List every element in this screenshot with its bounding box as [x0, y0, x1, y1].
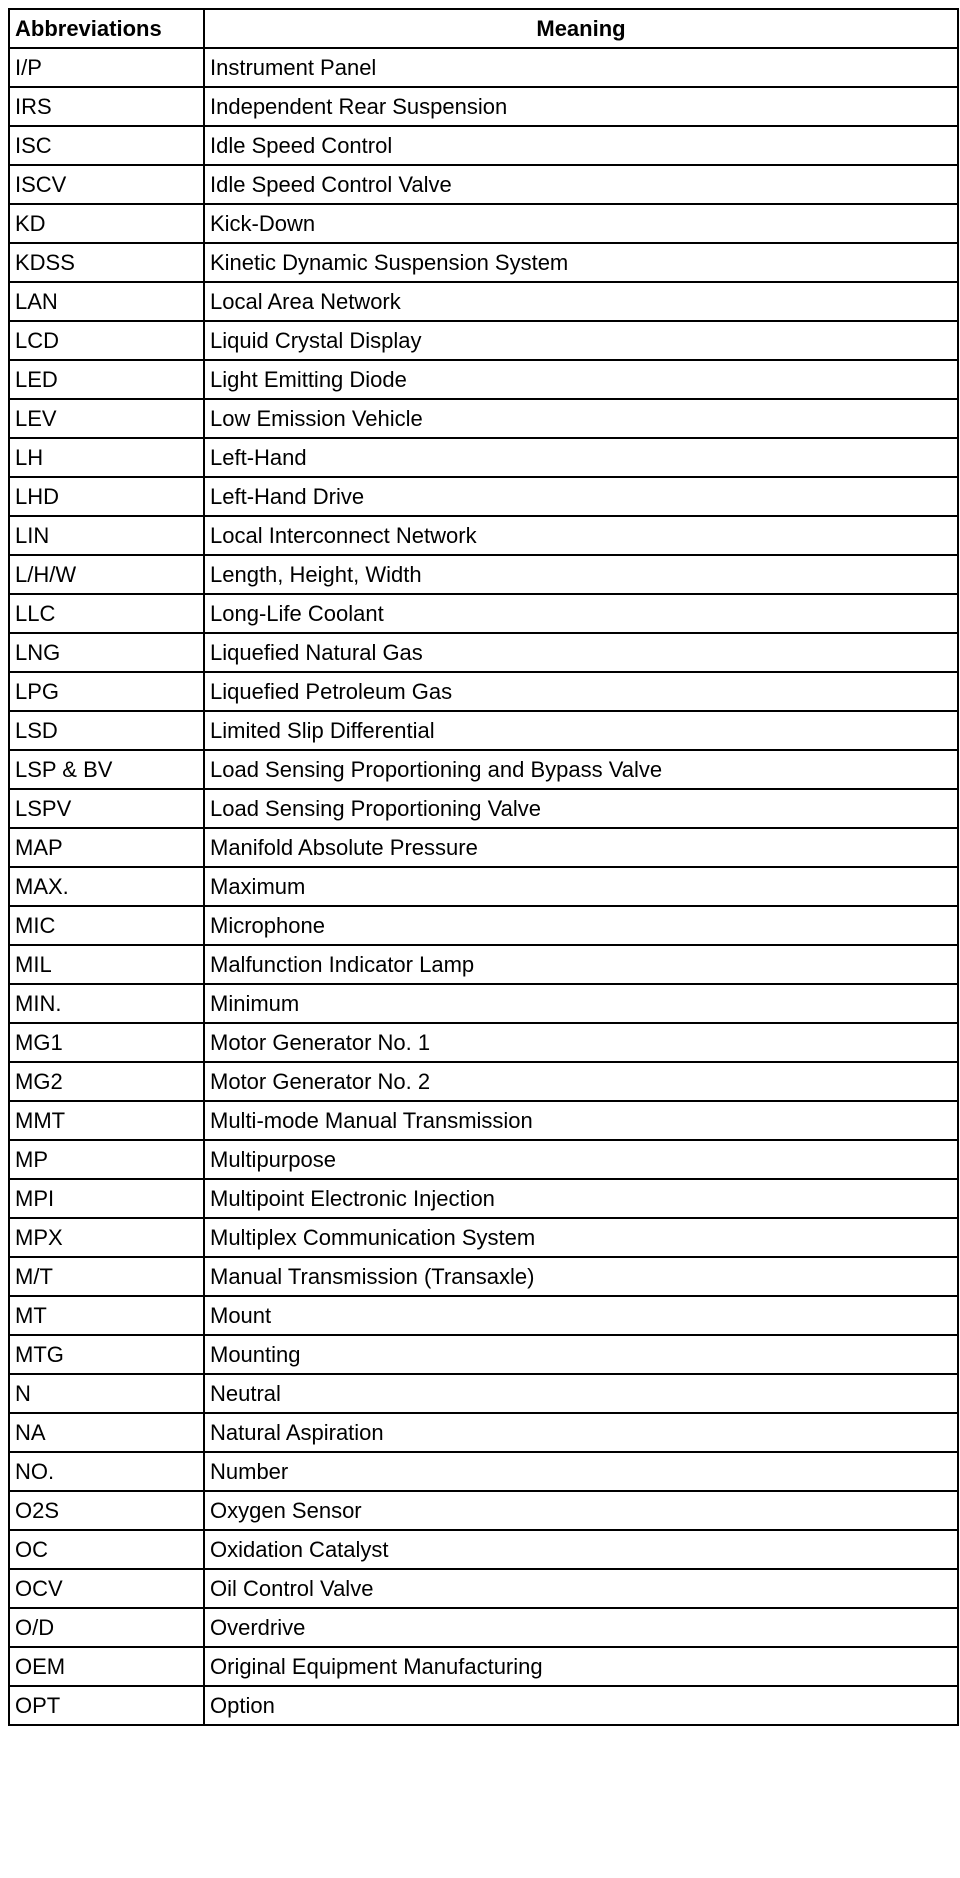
abbreviation-cell: O2S: [9, 1491, 204, 1530]
table-row: [9, 1101, 958, 1140]
table-row: [9, 321, 958, 360]
meaning-cell: Low Emission Vehicle: [204, 399, 958, 438]
abbreviation-cell: MPI: [9, 1179, 204, 1218]
meaning-cell: Maximum: [204, 867, 958, 906]
meaning-cell: Left-Hand Drive: [204, 477, 958, 516]
table-row: [9, 1062, 958, 1101]
meaning-cell: Multipoint Electronic Injection: [204, 1179, 958, 1218]
table-row: [9, 360, 958, 399]
table-row: [9, 438, 958, 477]
meaning-cell: Manifold Absolute Pressure: [204, 828, 958, 867]
abbreviation-cell: OC: [9, 1530, 204, 1569]
table-body: [9, 48, 958, 1725]
meaning-cell: Neutral: [204, 1374, 958, 1413]
table-row: [9, 906, 958, 945]
meaning-cell: Oxidation Catalyst: [204, 1530, 958, 1569]
meaning-cell: Kick-Down: [204, 204, 958, 243]
table-row: [9, 633, 958, 672]
abbreviation-cell: LEV: [9, 399, 204, 438]
table-row: [9, 1296, 958, 1335]
header-meaning: Meaning: [204, 9, 958, 48]
meaning-cell: Number: [204, 1452, 958, 1491]
meaning-cell: Motor Generator No. 1: [204, 1023, 958, 1062]
table-row: [9, 1608, 958, 1647]
abbreviation-cell: NO.: [9, 1452, 204, 1491]
header-row: [9, 9, 958, 48]
table-row: [9, 945, 958, 984]
abbreviation-cell: MAP: [9, 828, 204, 867]
meaning-cell: Load Sensing Proportioning Valve: [204, 789, 958, 828]
abbreviation-cell: LED: [9, 360, 204, 399]
table-row: [9, 204, 958, 243]
meaning-cell: Local Area Network: [204, 282, 958, 321]
table-row: [9, 672, 958, 711]
abbreviation-cell: MTG: [9, 1335, 204, 1374]
table-row: [9, 87, 958, 126]
table-row: [9, 1569, 958, 1608]
meaning-cell: Left-Hand: [204, 438, 958, 477]
abbreviation-cell: MT: [9, 1296, 204, 1335]
header-abbreviations: Abbreviations: [9, 9, 204, 48]
table-row: [9, 867, 958, 906]
table-row: [9, 243, 958, 282]
table-row: [9, 1023, 958, 1062]
abbreviation-cell: L/H/W: [9, 555, 204, 594]
abbreviation-cell: LNG: [9, 633, 204, 672]
meaning-cell: Limited Slip Differential: [204, 711, 958, 750]
abbreviation-cell: MIL: [9, 945, 204, 984]
table-row: [9, 1218, 958, 1257]
table-row: [9, 477, 958, 516]
table-row: [9, 282, 958, 321]
meaning-cell: Liquid Crystal Display: [204, 321, 958, 360]
abbreviation-cell: I/P: [9, 48, 204, 87]
table-row: [9, 594, 958, 633]
abbreviation-cell: LPG: [9, 672, 204, 711]
meaning-cell: Kinetic Dynamic Suspension System: [204, 243, 958, 282]
abbreviation-cell: OPT: [9, 1686, 204, 1725]
meaning-cell: Overdrive: [204, 1608, 958, 1647]
meaning-cell: Minimum: [204, 984, 958, 1023]
meaning-cell: Oxygen Sensor: [204, 1491, 958, 1530]
abbreviation-cell: MMT: [9, 1101, 204, 1140]
meaning-cell: Oil Control Valve: [204, 1569, 958, 1608]
meaning-cell: Idle Speed Control Valve: [204, 165, 958, 204]
table-row: [9, 126, 958, 165]
meaning-cell: Multi-mode Manual Transmission: [204, 1101, 958, 1140]
meaning-cell: Mount: [204, 1296, 958, 1335]
abbreviation-cell: MIC: [9, 906, 204, 945]
table-row: [9, 1335, 958, 1374]
abbreviation-cell: LSD: [9, 711, 204, 750]
abbreviation-cell: KDSS: [9, 243, 204, 282]
meaning-cell: Instrument Panel: [204, 48, 958, 87]
table-row: [9, 1140, 958, 1179]
abbreviation-cell: OCV: [9, 1569, 204, 1608]
abbreviation-cell: LLC: [9, 594, 204, 633]
table-row: [9, 1647, 958, 1686]
abbreviation-cell: O/D: [9, 1608, 204, 1647]
abbreviations-table: [8, 8, 959, 1726]
table-row: [9, 789, 958, 828]
meaning-cell: Long-Life Coolant: [204, 594, 958, 633]
table-row: [9, 1413, 958, 1452]
meaning-cell: Liquefied Petroleum Gas: [204, 672, 958, 711]
abbreviation-cell: MG2: [9, 1062, 204, 1101]
abbreviation-cell: ISC: [9, 126, 204, 165]
abbreviation-cell: OEM: [9, 1647, 204, 1686]
meaning-cell: Malfunction Indicator Lamp: [204, 945, 958, 984]
table-row: [9, 1257, 958, 1296]
meaning-cell: Motor Generator No. 2: [204, 1062, 958, 1101]
meaning-cell: Natural Aspiration: [204, 1413, 958, 1452]
abbreviation-cell: ISCV: [9, 165, 204, 204]
meaning-cell: Liquefied Natural Gas: [204, 633, 958, 672]
abbreviation-cell: MIN.: [9, 984, 204, 1023]
abbreviation-cell: KD: [9, 204, 204, 243]
table-row: [9, 1374, 958, 1413]
table-row: [9, 1686, 958, 1725]
meaning-cell: Length, Height, Width: [204, 555, 958, 594]
meaning-cell: Light Emitting Diode: [204, 360, 958, 399]
abbreviation-cell: LH: [9, 438, 204, 477]
abbreviation-cell: MP: [9, 1140, 204, 1179]
table-row: [9, 984, 958, 1023]
table-row: [9, 1530, 958, 1569]
table-row: [9, 750, 958, 789]
meaning-cell: Multipurpose: [204, 1140, 958, 1179]
table-row: [9, 711, 958, 750]
abbreviation-cell: LAN: [9, 282, 204, 321]
meaning-cell: Manual Transmission (Transaxle): [204, 1257, 958, 1296]
table-header: [9, 9, 958, 48]
table-row: [9, 516, 958, 555]
table-row: [9, 555, 958, 594]
abbreviation-cell: IRS: [9, 87, 204, 126]
abbreviation-cell: N: [9, 1374, 204, 1413]
abbreviation-cell: LSP & BV: [9, 750, 204, 789]
table-row: [9, 48, 958, 87]
table-row: [9, 828, 958, 867]
table-row: [9, 1491, 958, 1530]
meaning-cell: Independent Rear Suspension: [204, 87, 958, 126]
table-row: [9, 1452, 958, 1491]
meaning-cell: Microphone: [204, 906, 958, 945]
abbreviation-cell: LCD: [9, 321, 204, 360]
table-row: [9, 1179, 958, 1218]
table-row: [9, 165, 958, 204]
meaning-cell: Mounting: [204, 1335, 958, 1374]
meaning-cell: Idle Speed Control: [204, 126, 958, 165]
abbreviation-cell: LSPV: [9, 789, 204, 828]
meaning-cell: Load Sensing Proportioning and Bypass Valve: [204, 750, 958, 789]
abbreviation-cell: NA: [9, 1413, 204, 1452]
meaning-cell: Option: [204, 1686, 958, 1725]
meaning-cell: Multiplex Communication System: [204, 1218, 958, 1257]
abbreviation-cell: MAX.: [9, 867, 204, 906]
meaning-cell: Local Interconnect Network: [204, 516, 958, 555]
meaning-cell: Original Equipment Manufacturing: [204, 1647, 958, 1686]
table-row: [9, 399, 958, 438]
abbreviation-cell: MG1: [9, 1023, 204, 1062]
abbreviation-cell: LHD: [9, 477, 204, 516]
abbreviation-cell: M/T: [9, 1257, 204, 1296]
abbreviation-cell: LIN: [9, 516, 204, 555]
abbreviation-cell: MPX: [9, 1218, 204, 1257]
